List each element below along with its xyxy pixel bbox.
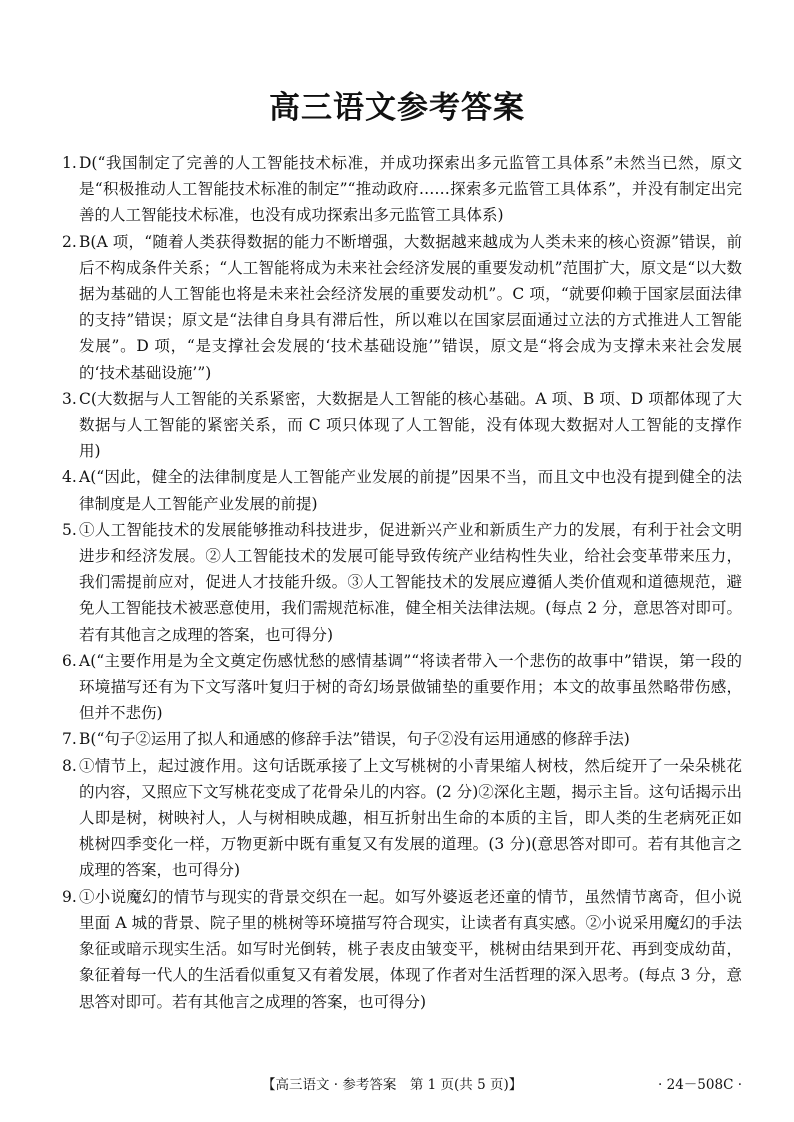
answer-number: 5. <box>62 520 77 539</box>
answer-text: C(大数据与人工智能的关系紧密，大数据是人工智能的核心基础。A 项、B 项、D 项都体现了大数据与人工智能的紧密关系，而 C 项只体现了人工智能，没有体现大数据对人工智能的支撑作用) <box>79 389 742 461</box>
footer-exam-code: · 24－508C · <box>658 1077 742 1093</box>
answer-text: D(“我国制定了完善的人工智能技术标准，并成功探索出多元监管工具体系”未然当已然，原文是“积极推动人工智能技术标准的制定”“推动政府……探索多元监管工具体系”，并没有制定出完善的人工智能技术标准，也没有成功探索出多元监管工具体系) <box>79 154 742 225</box>
answer-item-6 <box>62 648 742 727</box>
answer-text: B(“句子②运用了拟人和通感的修辞手法”错误，句子②没有运用通感的修辞手法) <box>79 730 630 749</box>
answer-list <box>62 150 742 1015</box>
answer-item-3 <box>62 386 742 465</box>
answer-text: A(“主要作用是为全文奠定伤感忧愁的感情基调”“将读者带入一个悲伤的故事中”错误，第一段的环境描写还有为下文写落叶复归于树的奇幻场景做铺垫的重要作用；本文的故事虽然略带伤感，但并不悲伤) <box>79 651 742 723</box>
answer-number: 3. <box>62 389 77 408</box>
answer-item-2 <box>62 229 742 386</box>
page-title: 高三语文参考答案 <box>269 90 525 126</box>
answer-number: 2. <box>62 232 77 251</box>
answer-number: 1. <box>62 154 77 172</box>
answer-text: B(A 项，“随着人类获得数据的能力不断增强，大数据越来越成为人类未来的核心资源”错误，前后不构成条件关系；“人工智能将成为未来社会经济发展的重要发动机”范围扩大，原文是“以大数据为基础的人工智能也将是未来社会经济发展的重要发动机”。C 项，“就要仰赖于国家层面法律的支持”错误；原文是“法律自身具有滞后性，所以难以在国家层面通过立法的方式推进人工智能发展”。D 项，“是支撑社会发展的‘技术基础设施’”错误，原文是“将会成为支撑未来社会发展的‘技术基础设施’”) <box>79 232 742 382</box>
answer-item-4 <box>62 464 742 516</box>
answer-item-7 <box>62 726 742 752</box>
answer-number: 9. <box>62 887 77 906</box>
answer-item-9 <box>62 884 742 1015</box>
answer-item-1 <box>62 150 742 229</box>
answer-text: A(“因此，健全的法律制度是人工智能产业发展的前提”因果不当，而且文中也没有提到健全的法律制度是人工智能产业发展的前提) <box>79 468 742 513</box>
answer-number: 6. <box>62 651 77 670</box>
footer-page-info: 【高三语文 · 参考答案 第 1 页(共 5 页)】 <box>262 1077 523 1093</box>
answer-text: ①小说魔幻的情节与现实的背景交织在一起。如写外婆返老还童的情节，虽然情节离奇，但小说里面 A 城的背景、院子里的桃树等环境描写符合现实，让读者有真实感。②小说采用魔幻的手法象征或暗示现实生活。如写时光倒转，桃子表皮由皱变平，桃树由结果到开花、再到变成幼苗，象征着每一代人的生活看似重复又有着发展，体现了作者对生活哲理的深入思考。(每点 3 分，意思答对即可。若有其他言之成理的答案，也可得分) <box>79 887 742 1011</box>
answer-text: ①情节上，起过渡作用。这句话既承接了上文写桃树的小青果缩人树枝，然后绽开了一朵朵桃花的内容，又照应下文写桃花变成了花骨朵儿的内容。(2 分)②深化主题，揭示主旨。这句话揭示出人即是树，树映衬人，人与树相映成趣，相互折射出生命的本质的主旨，即人类的生老病死正如桃树四季变化一样，万物更新中既有重复又有发展的道理。(3 分)(意思答对即可。若有其他言之成理的答案，也可得分) <box>79 756 742 880</box>
answer-item-8 <box>62 753 742 884</box>
answer-number: 7. <box>62 730 77 749</box>
answer-number: 4. <box>62 468 77 487</box>
answer-number: 8. <box>62 756 77 775</box>
answer-text: ①人工智能技术的发展能够推动科技进步，促进新兴产业和新质生产力的发展，有利于社会文明进步和经济发展。②人工智能技术的发展可能导致传统产业结构性失业，给社会变革带来压力，我们需提前应对，促进人才技能升级。③人工智能技术的发展应遵循人类价值观和道德规范，避免人工智能技术被恶意使用，我们需规范标准，健全相关法律法规。(每点 2 分，意思答对即可。若有其他言之成理的答案，也可得分) <box>79 520 742 644</box>
answer-item-5 <box>62 517 742 648</box>
page-footer <box>0 1073 794 1095</box>
